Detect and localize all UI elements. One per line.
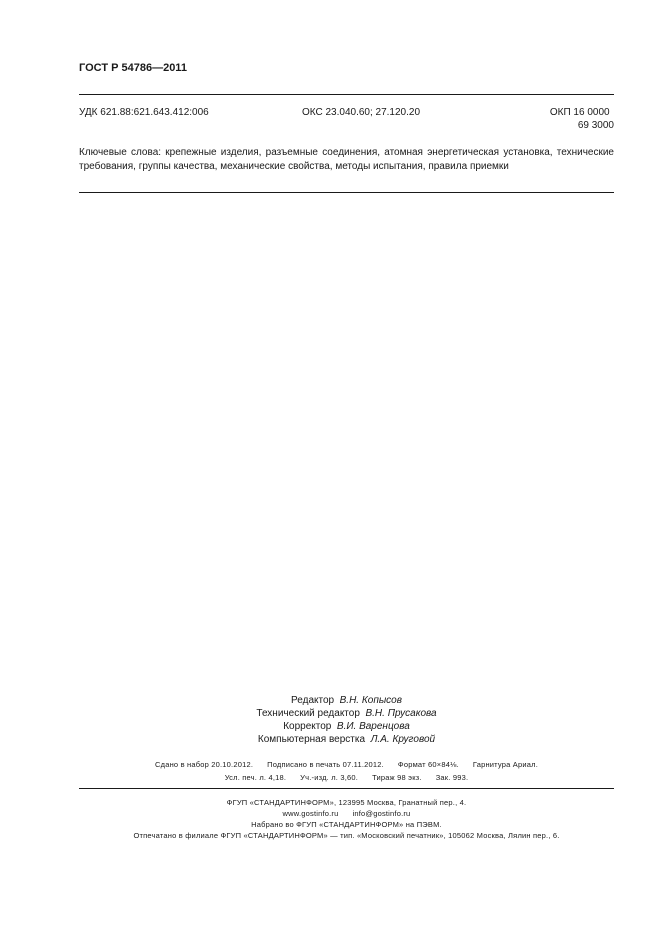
print-sheets: Усл. печ. л. 4,18.	[224, 773, 287, 782]
print-signed: Подписано в печать 07.11.2012.	[267, 760, 384, 769]
keywords-divider	[79, 192, 614, 193]
publisher-block	[79, 797, 614, 841]
publisher-contacts	[79, 808, 614, 819]
print-typeface: Гарнитура Ариал.	[472, 760, 538, 769]
keywords-paragraph: Ключевые слова: крепежные изделия, разъемные соединения, атомная энергетическая установка, технические требования, группы качества, механические свойства, методы испытания, правила приемки	[79, 147, 614, 172]
credit-layout-role: Компьютерная верстка	[257, 734, 366, 745]
publisher-printed: Отпечатано в филиале ФГУП «СТАНДАРТИНФОРМ» — тип. «Московский печатник», 105062 Москва, Лялин пер., 6.	[133, 831, 560, 840]
oks-code: ОКС 23.040.60; 27.120.20	[302, 107, 421, 118]
print-info-block	[79, 758, 614, 784]
print-submitted: Сдано в набор 20.10.2012.	[155, 760, 254, 769]
credit-corrector-role: Корректор	[283, 721, 332, 732]
credits-block	[79, 694, 614, 746]
credit-corrector	[79, 720, 614, 733]
credit-tech-editor	[79, 707, 614, 720]
print-circulation: Тираж 98 экз.	[372, 773, 422, 782]
credit-editor-name: В.Н. Копысов	[339, 695, 402, 706]
credit-editor-role: Редактор	[291, 695, 335, 706]
credit-layout	[79, 733, 614, 746]
print-format: Формат 60×84⅛.	[397, 760, 459, 769]
publisher-typeset: Набрано во ФГУП «СТАНДАРТИНФОРМ» на ПЭВМ.	[251, 820, 442, 829]
credit-corrector-name: В.И. Варенцова	[336, 721, 410, 732]
print-pub-sheets: Уч.-изд. л. 3,60.	[300, 773, 359, 782]
publisher-website: www.gostinfo.ru	[282, 809, 339, 818]
okp-code	[550, 106, 614, 132]
publisher-divider	[79, 788, 614, 789]
top-divider	[79, 94, 614, 95]
okp-code-line1: ОКП 16 0000	[549, 107, 610, 118]
print-info-line2	[79, 771, 614, 784]
publisher-email: info@gostinfo.ru	[352, 809, 411, 818]
credit-tech-editor-name: В.Н. Прусакова	[365, 708, 437, 719]
publisher-address: ФГУП «СТАНДАРТИНФОРМ», 123995 Москва, Гранатный пер., 4.	[226, 798, 467, 807]
udk-code: УДК 621.88:621.643.412:006	[79, 107, 209, 118]
okp-code-line2: 69 3000	[577, 120, 614, 131]
credit-editor	[79, 694, 614, 707]
credit-layout-name: Л.А. Круговой	[370, 734, 436, 745]
print-order: Зак. 993.	[435, 773, 469, 782]
standard-id: ГОСТ Р 54786—2011	[79, 62, 187, 74]
credit-tech-editor-role: Технический редактор	[256, 708, 360, 719]
print-info-line1	[79, 758, 614, 771]
